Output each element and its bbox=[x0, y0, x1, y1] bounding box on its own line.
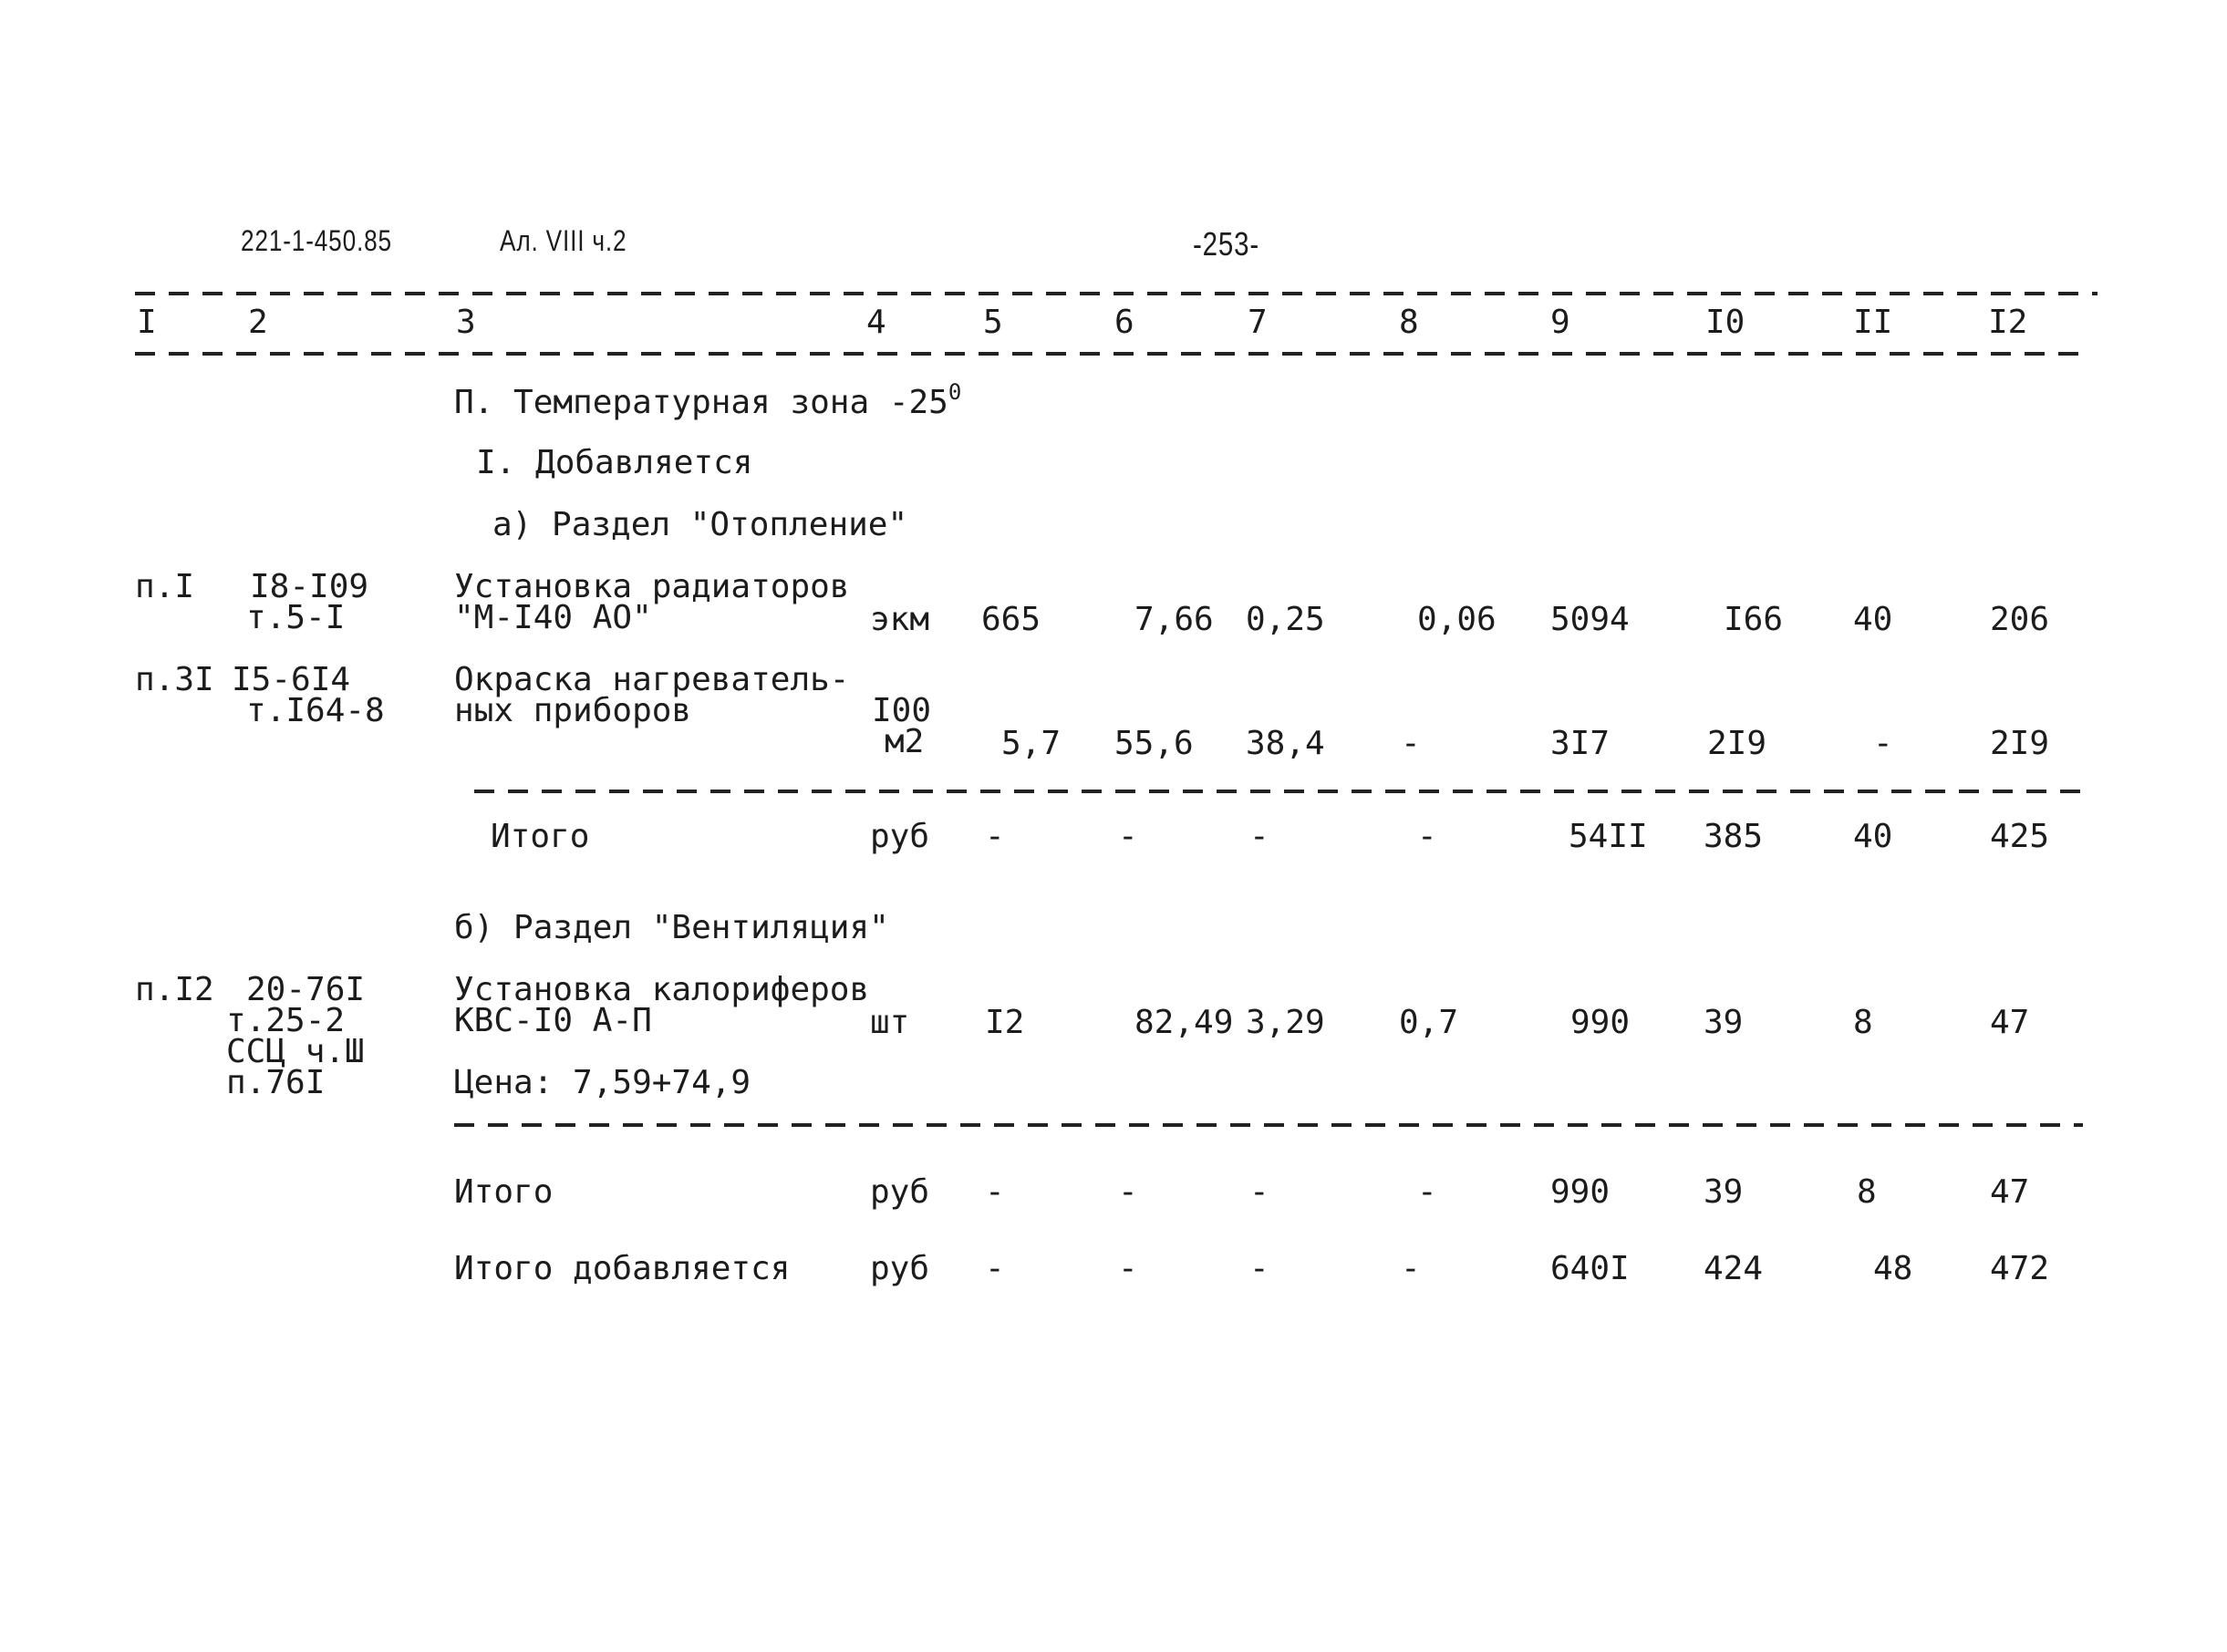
total-col5: - bbox=[985, 1173, 1005, 1211]
column-header-9: 9 bbox=[1550, 304, 1570, 341]
total-col8: - bbox=[1417, 818, 1437, 855]
row-code-line: 20-76I bbox=[246, 971, 366, 1008]
row-col9: 3I7 bbox=[1550, 725, 1611, 762]
total-col6: - bbox=[1118, 1173, 1138, 1211]
row-code-line: I5-6I4 bbox=[232, 661, 351, 698]
row-col10: 39 bbox=[1704, 1004, 1744, 1041]
total-col10: 39 bbox=[1704, 1173, 1744, 1211]
column-header-8: 8 bbox=[1399, 304, 1419, 341]
row-col11: - bbox=[1873, 725, 1893, 762]
grand-total-col12: 472 bbox=[1990, 1250, 2050, 1287]
column-header-5: 5 bbox=[983, 304, 1003, 341]
total-label: Итого bbox=[491, 818, 590, 855]
row-position: п.3I bbox=[135, 661, 214, 698]
row-col12: 2I9 bbox=[1990, 725, 2050, 762]
row-unit-line: м2 bbox=[885, 723, 925, 760]
header-bottom-rule bbox=[135, 352, 2087, 356]
row-position: п.I bbox=[135, 568, 195, 605]
total-label: Итого bbox=[454, 1173, 554, 1211]
section-a-title: а) Раздел "Отопление" bbox=[492, 506, 908, 543]
row-unit: экм bbox=[870, 601, 930, 638]
row-position: п.I2 bbox=[135, 971, 214, 1008]
page-number: -253- bbox=[1193, 225, 1260, 263]
row-code-line: т.5-I bbox=[246, 599, 346, 636]
row-col6: 7,66 bbox=[1134, 601, 1214, 638]
row-name-line: ных приборов bbox=[454, 692, 692, 729]
column-header-12: I2 bbox=[1988, 304, 2028, 341]
total-col8: - bbox=[1417, 1173, 1437, 1211]
grand-total-col10: 424 bbox=[1704, 1250, 1764, 1287]
column-header-2: 2 bbox=[248, 304, 268, 341]
row-col7: 3,29 bbox=[1246, 1004, 1325, 1041]
section-a-total-rule bbox=[474, 790, 2083, 793]
grand-total-col6: - bbox=[1118, 1250, 1138, 1287]
row-col5: 5,7 bbox=[1001, 725, 1062, 762]
column-header-7: 7 bbox=[1248, 304, 1268, 341]
total-unit: руб bbox=[870, 818, 930, 855]
zone-degree: 0 bbox=[948, 379, 962, 405]
row-name-line: Окраска нагреватель- bbox=[454, 661, 850, 698]
row-col12: 206 bbox=[1990, 601, 2050, 638]
row-col8: 0,06 bbox=[1417, 601, 1497, 638]
total-col11: 40 bbox=[1853, 818, 1893, 855]
row-col5: 665 bbox=[981, 601, 1041, 638]
section-b-title: б) Раздел "Вентиляция" bbox=[454, 909, 889, 946]
grand-total-col9: 640I bbox=[1550, 1250, 1630, 1287]
column-header-4: 4 bbox=[866, 304, 886, 341]
column-header-3: 3 bbox=[456, 304, 476, 341]
total-col6: - bbox=[1118, 818, 1138, 855]
row-code-line: п.76I bbox=[226, 1064, 326, 1101]
header-top-rule bbox=[135, 292, 2098, 295]
grand-total-col7: - bbox=[1249, 1250, 1269, 1287]
total-col11: 8 bbox=[1857, 1173, 1877, 1211]
row-col12: 47 bbox=[1990, 1004, 2030, 1041]
zone-title-text: П. Температурная зона -25 bbox=[454, 384, 948, 421]
row-col8: 0,7 bbox=[1399, 1004, 1459, 1041]
grand-total-label: Итого добавляется bbox=[454, 1250, 791, 1287]
row-col10: 2I9 bbox=[1707, 725, 1767, 762]
total-col9: 990 bbox=[1550, 1173, 1611, 1211]
zone-title bbox=[454, 379, 962, 421]
total-col12: 425 bbox=[1990, 818, 2050, 855]
row-code-line: ССЦ ч.Ш bbox=[226, 1033, 365, 1070]
document-code: 221-1-450.85 bbox=[241, 224, 392, 257]
row-name-line: Установка калориферов bbox=[454, 971, 870, 1008]
row-col6: 82,49 bbox=[1134, 1004, 1234, 1041]
total-col7: - bbox=[1249, 1173, 1269, 1211]
column-header-6: 6 bbox=[1114, 304, 1134, 341]
row-code-line: т.I64-8 bbox=[246, 692, 385, 729]
row-col9: 990 bbox=[1570, 1004, 1631, 1041]
row-col5: I2 bbox=[985, 1004, 1025, 1041]
total-col7: - bbox=[1249, 818, 1269, 855]
row-col11: 40 bbox=[1853, 601, 1893, 638]
row-name-line: КВС-I0 А-П bbox=[454, 1002, 652, 1039]
grand-total-unit: руб bbox=[870, 1250, 930, 1287]
album-reference: Ал. VIII ч.2 bbox=[500, 224, 627, 257]
grand-total-col8: - bbox=[1401, 1250, 1421, 1287]
row-col8: - bbox=[1401, 725, 1421, 762]
row-unit-line: I00 bbox=[872, 692, 932, 729]
row-col7: 38,4 bbox=[1246, 725, 1325, 762]
subheading-added: I. Добавляется bbox=[476, 444, 753, 481]
row-unit: шт bbox=[870, 1004, 910, 1041]
row-code-line: т.25-2 bbox=[226, 1002, 346, 1039]
row-name-line: Установка радиаторов bbox=[454, 568, 850, 605]
row-col10: I66 bbox=[1724, 601, 1784, 638]
column-header-10: I0 bbox=[1705, 304, 1745, 341]
price-note: Цена: 7,59+74,9 bbox=[454, 1064, 751, 1101]
row-col11: 8 bbox=[1853, 1004, 1873, 1041]
grand-total-col11: 48 bbox=[1873, 1250, 1913, 1287]
column-header-11: II bbox=[1853, 304, 1893, 341]
column-header-1: I bbox=[137, 304, 157, 341]
row-code-line: I8-I09 bbox=[250, 568, 369, 605]
row-col9: 5094 bbox=[1550, 601, 1630, 638]
grand-total-col5: - bbox=[985, 1250, 1005, 1287]
row-col7: 0,25 bbox=[1246, 601, 1325, 638]
section-b-total-rule bbox=[454, 1123, 2083, 1127]
total-unit: руб bbox=[870, 1173, 930, 1211]
total-col12: 47 bbox=[1990, 1173, 2030, 1211]
total-col5: - bbox=[985, 818, 1005, 855]
total-col10: 385 bbox=[1704, 818, 1764, 855]
row-name-line: "М-I40 АО" bbox=[454, 599, 652, 636]
total-col9: 54II bbox=[1569, 818, 1648, 855]
row-col6: 55,6 bbox=[1114, 725, 1194, 762]
